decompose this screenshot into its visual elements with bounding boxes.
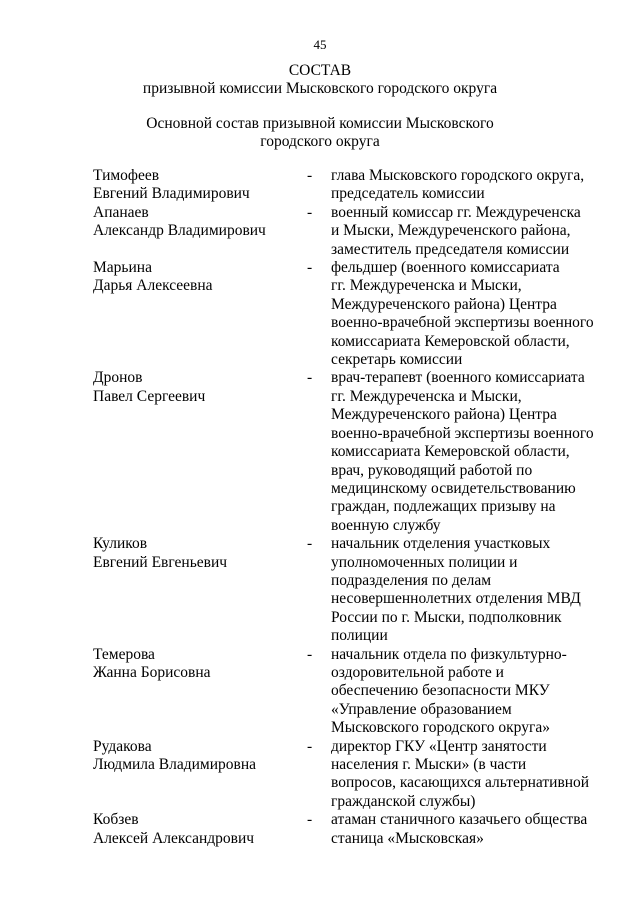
member-given: Евгений Владимирович bbox=[93, 185, 250, 203]
member-given: Евгений Евгеньевич bbox=[93, 553, 228, 571]
member-surname: Дронов bbox=[93, 369, 143, 387]
member-surname: Апанаев bbox=[93, 203, 149, 221]
member-row bbox=[93, 167, 593, 204]
member-list bbox=[93, 167, 593, 848]
member-role-line: Междуреченского района) Центра bbox=[331, 295, 557, 313]
member-surname: Рудакова bbox=[93, 737, 152, 755]
member-role bbox=[331, 204, 593, 259]
member-role-line: оздоровительной работе и bbox=[331, 663, 504, 681]
member-row bbox=[93, 738, 593, 812]
member-role-line: военно-врачебной экспертизы военного bbox=[331, 314, 594, 332]
member-role-line: полиции bbox=[331, 627, 388, 645]
member-role-line: комиссариата Кемеровской области, bbox=[331, 443, 570, 461]
member-row bbox=[93, 646, 593, 738]
member-role-line: начальник отделения участковых bbox=[331, 535, 551, 553]
member-role bbox=[331, 167, 593, 204]
member-role-line: Междуреченского района) Центра bbox=[331, 406, 557, 424]
member-role-line: несовершеннолетних отделения МВД bbox=[331, 590, 581, 608]
member-name bbox=[93, 259, 307, 369]
member-role-line: Мысковского городского округа» bbox=[331, 719, 550, 737]
member-given: Александр Владимирович bbox=[93, 222, 266, 240]
member-given: Алексей Александрович bbox=[93, 829, 255, 847]
member-role-line: военно-врачебной экспертизы военного bbox=[331, 424, 594, 442]
member-dash: - bbox=[307, 811, 313, 829]
member-role-line: врач, руководящий работой по bbox=[331, 461, 533, 479]
member-row bbox=[93, 259, 593, 369]
section-heading-line: городского округа bbox=[260, 133, 380, 150]
member-role-line: вопросов, касающихся альтернативной bbox=[331, 774, 590, 792]
member-given: Жанна Борисовна bbox=[93, 663, 211, 681]
member-role-line: военный комиссар гг. Междуреченска bbox=[331, 203, 581, 221]
member-name bbox=[93, 646, 307, 738]
member-name bbox=[93, 369, 307, 535]
member-role bbox=[331, 369, 593, 535]
member-role-line: подразделения по делам bbox=[331, 571, 492, 589]
member-surname: Тимофеев bbox=[93, 167, 160, 184]
member-row bbox=[93, 369, 593, 535]
member-dash: - bbox=[307, 203, 313, 221]
member-dash: - bbox=[307, 535, 313, 553]
member-role-line: атаман станичного казачьего общества bbox=[331, 811, 588, 829]
member-given: Людмила Владимировна bbox=[93, 756, 257, 773]
member-dash: - bbox=[307, 645, 313, 663]
member-name bbox=[93, 167, 307, 204]
member-given: Дарья Алексеевна bbox=[93, 277, 213, 295]
member-name bbox=[93, 535, 307, 645]
member-role-line: гражданской службы) bbox=[331, 792, 476, 810]
member-surname: Кобзев bbox=[93, 811, 139, 829]
member-role-line: «Управление образованием bbox=[331, 700, 512, 718]
member-role bbox=[331, 646, 593, 738]
member-role-line: России по г. Мыски, подполковник bbox=[331, 608, 562, 626]
member-role-line: секретарь комиссии bbox=[331, 351, 463, 369]
member-dash: - bbox=[307, 167, 313, 184]
member-surname: Марьина bbox=[93, 259, 152, 277]
member-role bbox=[331, 535, 593, 645]
member-role-line: комиссариата Кемеровской области, bbox=[331, 332, 570, 350]
member-row bbox=[93, 811, 593, 848]
member-row bbox=[93, 535, 593, 645]
member-surname: Темерова bbox=[93, 645, 155, 663]
member-role-line: обеспечению безопасности МКУ bbox=[331, 682, 550, 700]
document-title: СОСТАВ bbox=[288, 62, 352, 79]
member-role-line: врач-терапевт (военного комиссариата bbox=[331, 369, 585, 387]
member-role bbox=[331, 811, 593, 848]
member-role-line: глава Мысковского городского округа, bbox=[331, 167, 585, 184]
member-role-line: заместитель председателя комиссии bbox=[331, 240, 570, 258]
member-role bbox=[331, 259, 593, 369]
section-heading-line: Основной состав призывной комиссии Мысковского bbox=[146, 115, 494, 132]
member-role-line: гг. Междуреченска и Мыски, bbox=[331, 277, 522, 295]
member-role-line: медицинскому освидетельствованию bbox=[331, 479, 576, 497]
member-role-line: председатель комиссии bbox=[331, 185, 485, 203]
member-role-line: станица «Мысковская» bbox=[331, 829, 484, 847]
member-name bbox=[93, 204, 307, 259]
member-given: Павел Сергеевич bbox=[93, 387, 206, 405]
member-role-line: граждан, подлежащих призыву на bbox=[331, 498, 556, 516]
member-role bbox=[331, 738, 593, 812]
member-dash: - bbox=[307, 259, 313, 277]
member-name bbox=[93, 738, 307, 812]
member-role-line: уполномоченных полиции и bbox=[331, 553, 518, 571]
member-name bbox=[93, 811, 307, 848]
member-role-line: начальник отдела по физкультурно- bbox=[331, 645, 567, 663]
member-role-line: и Мыски, Междуреченского района, bbox=[331, 222, 571, 240]
member-role-line: фельдшер (военного комиссариата bbox=[331, 259, 560, 277]
section-heading bbox=[0, 115, 640, 151]
member-dash: - bbox=[307, 369, 313, 387]
member-role-line: гг. Междуреченска и Мыски, bbox=[331, 387, 522, 405]
member-role-line: населения г. Мыски» (в части bbox=[331, 756, 527, 773]
page-number: 45 bbox=[313, 37, 327, 52]
member-row bbox=[93, 204, 593, 259]
document-subtitle: призывной комиссии Мысковского городского округа bbox=[142, 80, 498, 97]
member-surname: Куликов bbox=[93, 535, 148, 553]
member-role-line: директор ГКУ «Центр занятости bbox=[331, 737, 547, 755]
member-role-line: военную службу bbox=[331, 516, 441, 534]
member-dash: - bbox=[307, 737, 313, 755]
